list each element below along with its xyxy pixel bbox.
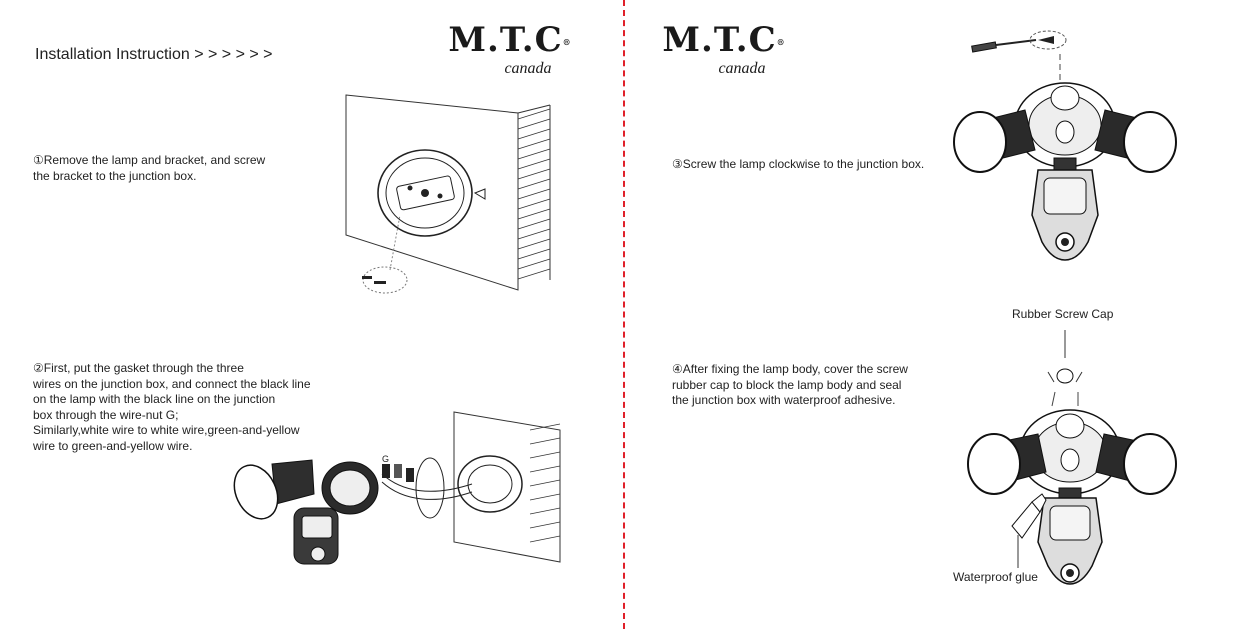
step-1 [33,153,265,184]
waterproof-glue-label: Waterproof glue [953,570,1038,584]
step-1-number: ① [33,153,44,167]
rubber-screw-cap-label: Rubber Screw Cap [1012,307,1114,321]
logo-registered: ® [562,37,572,47]
step-2-text: First, put the gasket through the three wires on the junction box, and connect the black line on the lamp with the black line on the junction box through the wire-nut G; Similarly,white wire to white wire,green-and-yellow wire to green-and-yellow wire. [33,361,311,453]
step-1-text: Remove the lamp and bracket, and screw the bracket to the junction box. [33,153,266,183]
right-page [624,0,1248,629]
bracket-junction-box-illustration [340,95,555,305]
step-2-number: ② [33,361,44,375]
step-3 [672,157,924,173]
installation-heading: Installation Instruction > > > > > > [35,46,273,63]
lamp-rubber-cap-illustration [960,330,1200,600]
logo-subtitle: canada [504,60,552,77]
step-3-number: ③ [672,157,683,171]
logo-registered-right: ® [776,37,786,47]
mtc-logo-right [654,22,794,78]
step-4 [672,362,908,409]
step-3-text: Screw the lamp clockwise to the junction box. [682,157,925,171]
logo-subtitle-right: canada [718,60,766,77]
wire-nut-label: G [382,454,390,464]
logo-brand-right: M.T.C [662,20,777,60]
lamp-screwdriver-illustration [950,20,1190,265]
logo-brand: M.T.C [448,20,563,60]
mtc-logo [440,22,580,78]
step-4-text: After fixing the lamp body, cover the screw rubber cap to block the lamp body and seal the junction box with waterproof adhesive. [672,362,908,407]
wiring-illustration [232,412,564,582]
step-4-number: ④ [672,362,683,376]
